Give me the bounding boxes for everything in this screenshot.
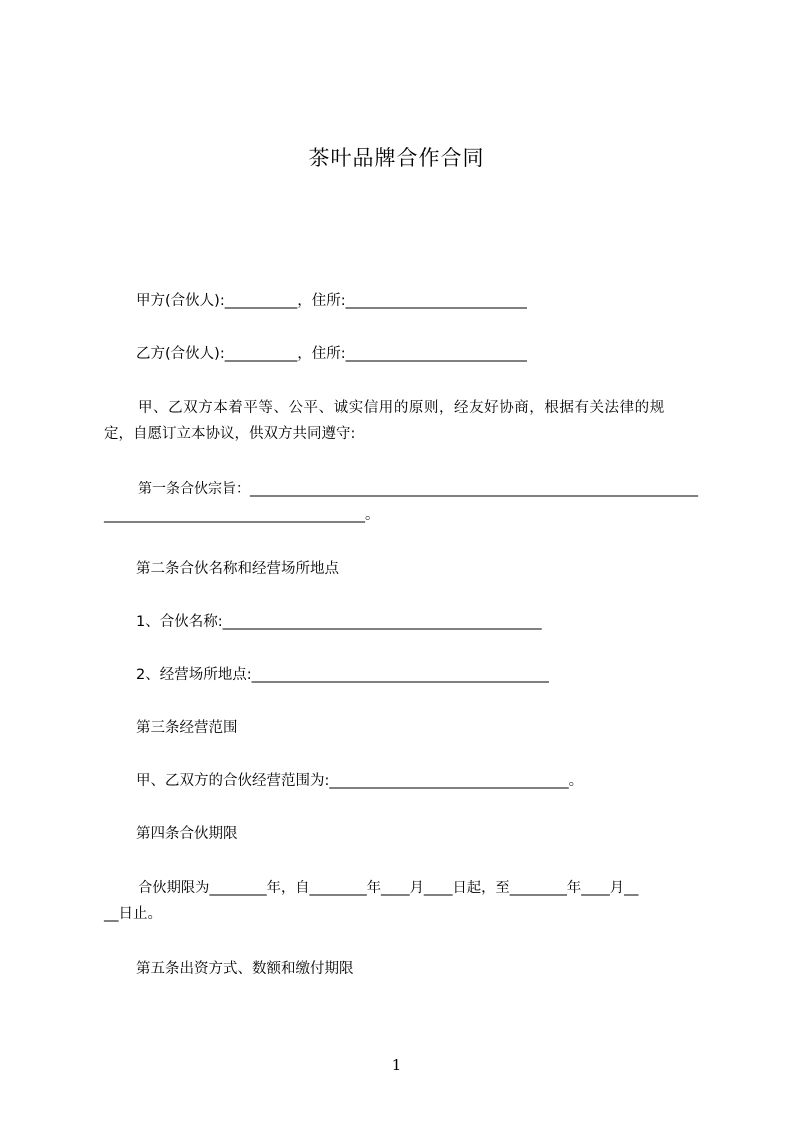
article-4-heading: 第四条合伙期限 (136, 826, 238, 842)
preamble-line-1: 甲、乙双方本着平等、公平、诚实信用的原则，经友好协商，根据有关法律的规 (138, 400, 665, 416)
term-line-1: 合伙期限为________年，自________年____月____日起，至________年____月__ (138, 880, 639, 896)
preamble-line-2: 定，自愿订立本协议，供双方共同遵守: (104, 426, 356, 442)
article-3-heading: 第三条经营范围 (136, 720, 238, 736)
partnership-name-line: 1、合伙名称:____________________________________________ (136, 614, 542, 630)
article-5-heading: 第五条出资方式、数额和缴付期限 (136, 961, 354, 977)
party-b-line: 乙方(合伙人):__________，住所:_________________________ (136, 346, 527, 362)
business-scope-line: 甲、乙双方的合伙经营范围为:_________________________________。 (136, 773, 584, 789)
article-1-line-1: 第一条合伙宗旨：________________________________________________________________ (138, 481, 698, 497)
business-location-line: 2、经营场所地点:_________________________________________ (136, 667, 549, 683)
page-number: 1 (391, 1056, 402, 1074)
document-title: 茶叶品牌合作合同 (308, 146, 485, 170)
article-2-heading: 第二条合伙名称和经营场所地点 (136, 561, 339, 577)
term-line-2: __日止。 (104, 906, 162, 922)
article-1-line-2: ____________________________________。 (104, 507, 380, 523)
party-a-line: 甲方(合伙人):__________，住所:_________________________ (136, 293, 527, 309)
